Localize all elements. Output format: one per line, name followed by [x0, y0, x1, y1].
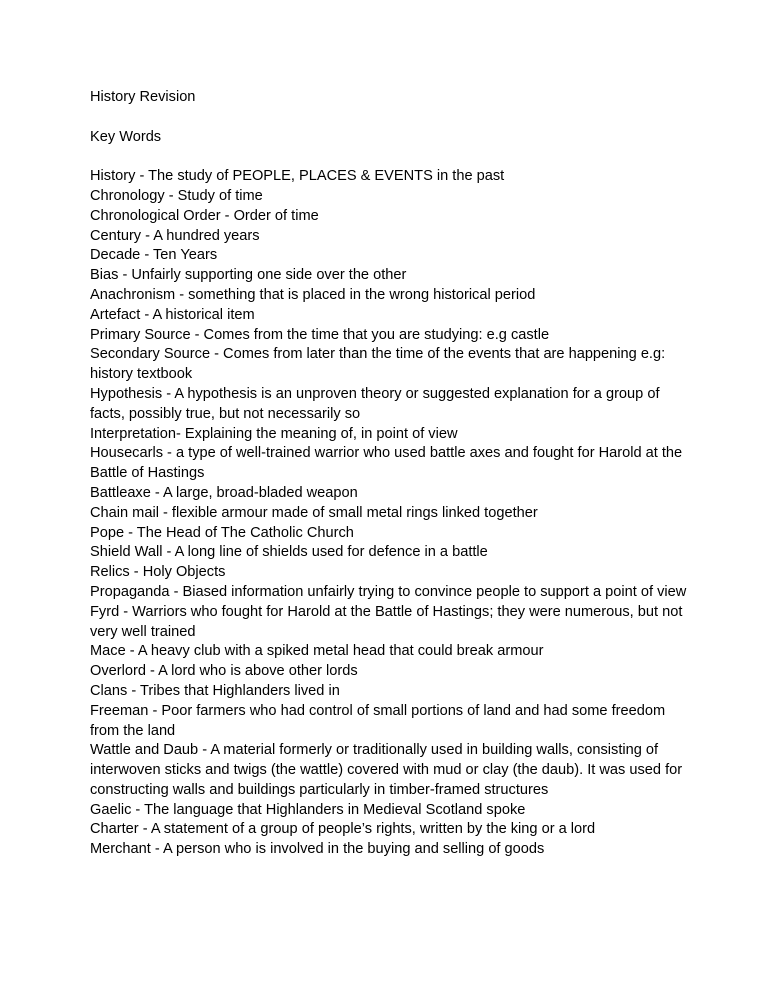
key-word-entry: Charter - A statement of a group of people’s rights, written by the king or a lord — [90, 821, 596, 838]
key-word-entry: Decade - Ten Years — [90, 247, 218, 264]
key-word-entry: Battleaxe - A large, broad-bladed weapon — [90, 484, 358, 501]
key-word-entry: Artefact - A historical item — [90, 306, 255, 323]
key-words-list — [90, 167, 690, 860]
key-word-entry: Anachronism - something that is placed in the wrong historical period — [90, 286, 536, 303]
key-word-entry: Overlord - A lord who is above other lords — [90, 663, 358, 680]
document-page — [90, 88, 690, 860]
spacer — [90, 108, 690, 128]
key-word-entry: Housecarls - a type of well-trained warrior who used battle axes and fought for Harold at the Battle of Hastings — [90, 445, 683, 482]
key-word-entry: Pope - The Head of The Catholic Church — [90, 524, 354, 541]
key-word-entry: Chronology - Study of time — [90, 187, 263, 204]
key-word-entry: Interpretation- Explaining the meaning of, in point of view — [90, 425, 458, 442]
key-word-entry: Shield Wall - A long line of shields used for defence in a battle — [90, 544, 488, 561]
key-word-entry: Secondary Source - Comes from later than the time of the events that are happening e.g: history textbook — [90, 346, 666, 383]
key-word-entry: Clans - Tribes that Highlanders lived in — [90, 682, 340, 699]
key-word-entry: History - The study of PEOPLE, PLACES & EVENTS in the past — [90, 168, 505, 185]
key-word-entry: Century - A hundred years — [90, 227, 260, 244]
section-heading: Key Words — [90, 128, 162, 145]
key-word-entry: Chronological Order - Order of time — [90, 207, 319, 224]
spacer — [90, 147, 690, 167]
key-word-entry: Chain mail - flexible armour made of small metal rings linked together — [90, 504, 538, 521]
key-word-entry: Wattle and Daub - A material formerly or traditionally used in building walls, consisting of interwoven sticks and twigs (the wattle) covered with mud or clay (the daub). It was used for constructing walls and buildings particularly in timber-framed structures — [90, 742, 683, 798]
key-word-entry: Bias - Unfairly supporting one side over the other — [90, 267, 407, 284]
key-word-entry: Fyrd - Warriors who fought for Harold at the Battle of Hastings; they were numerous, but not very well trained — [90, 603, 683, 640]
key-word-entry: Gaelic - The language that Highlanders in Medieval Scotland spoke — [90, 801, 526, 818]
key-word-entry: Propaganda - Biased information unfairly trying to convince people to support a point of view — [90, 583, 687, 600]
key-word-entry: Merchant - A person who is involved in the buying and selling of goods — [90, 841, 545, 858]
document-title: History Revision — [90, 89, 196, 105]
key-word-entry: Mace - A heavy club with a spiked metal head that could break armour — [90, 643, 544, 660]
key-word-entry: Primary Source - Comes from the time that you are studying: e.g castle — [90, 326, 550, 343]
key-word-entry: Relics - Holy Objects — [90, 564, 226, 581]
key-word-entry: Hypothesis - A hypothesis is an unproven theory or suggested explanation for a group of facts, possibly true, but not necessarily so — [90, 385, 660, 422]
key-word-entry: Freeman - Poor farmers who had control of small portions of land and had some freedom from the land — [90, 702, 666, 739]
